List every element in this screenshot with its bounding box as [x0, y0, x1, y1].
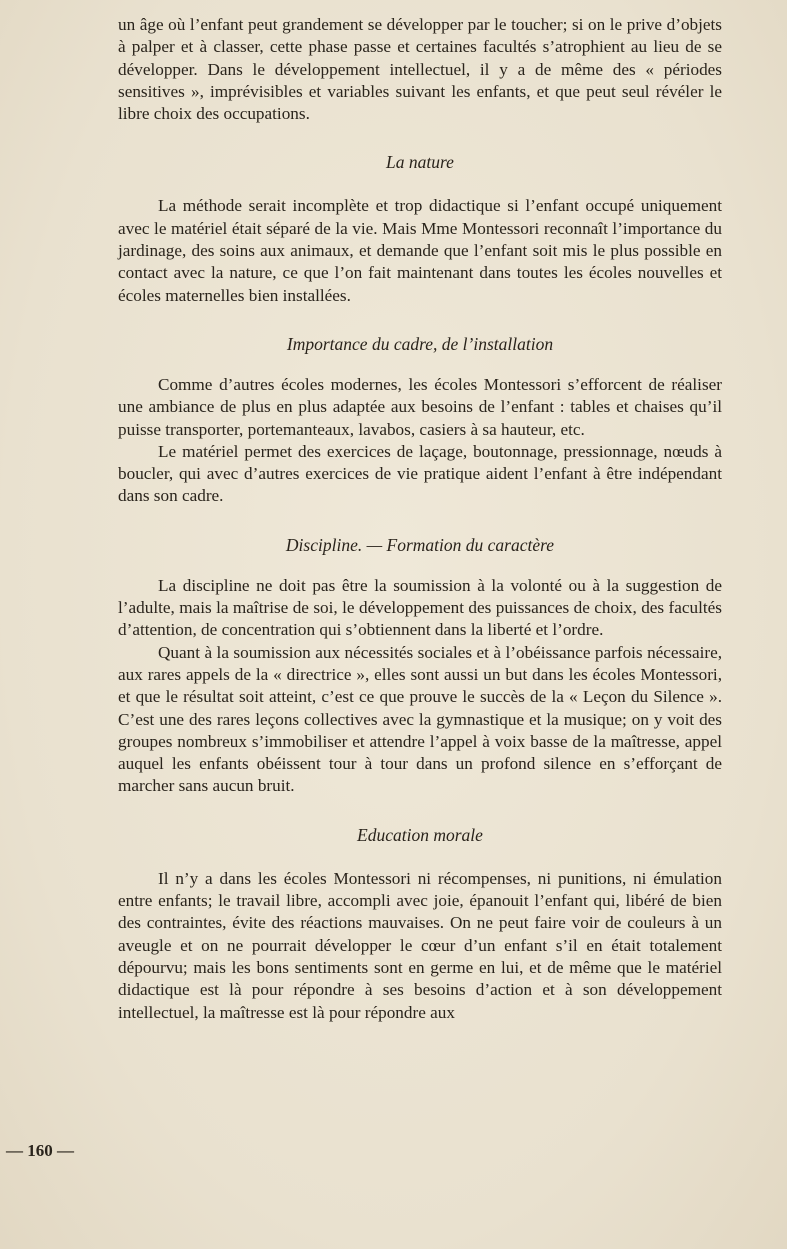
paragraph-cadre-1: Comme d’autres écoles modernes, les écoles Montessori s’efforcent de réaliser une ambiance de plus en plus adaptée aux besoins de l’enfant : tables et chaises qu’il puisse transporter, portemanteaux, lavabos, casiers à sa hauteur, etc. [118, 374, 722, 439]
page-body [118, 14, 722, 1024]
paragraph-morale: Il n’y a dans les écoles Montessori ni récompenses, ni punitions, ni émulation entre enfants; le travail libre, accompli avec joie, épanouit l’enfant qui, libéré de bien des contraintes, évite des réactions mauvaises. On ne peut faire voir de couleurs à un aveugle et on ne pourrait développer le cœur d’un enfant s’il en était totalement dépourvu; mais les bons sentiments sont en germe en lui, et de même que le matériel didactique est là pour répondre à ses besoins d’action et à son développement intellectuel, la maîtresse est là pour répondre aux [118, 868, 722, 1022]
paragraph-cadre-2: Le matériel permet des exercices de laçage, boutonnage, pressionnage, nœuds à boucler, qui avec d’autres exercices de vie pratique aident l’enfant à être indépendant dans son cadre. [118, 441, 722, 506]
section-heading-discipline: Discipline. — Formation du caractère [285, 534, 555, 555]
paragraph-nature: La méthode serait incomplète et trop didactique si l’enfant occupé uniquement avec le matériel était séparé de la vie. Mais Mme Montessori reconnaît l’importance du jardinage, des soins aux animaux, et demande que l’enfant soit mis le plus possible en contact avec la nature, ce que l’on fait maintenant dans toutes les écoles nouvelles et écoles maternelles bien installées. [118, 196, 722, 305]
section-heading-cadre: Importance du cadre, de l’installation [286, 333, 554, 354]
paragraph-discipline-2: Quant à la soumission aux nécessités sociales et à l’obéissance parfois nécessaire, aux rares appels de la « directrice », elles sont aussi un but dans les écoles Montessori, et que le résultat soit atteint, c’est ce que prouve le succès de la « Leçon du Silence ». C’est une des rares leçons collectives avec la gymnastique et la musique; on y voit des groupes nombreux s’immobiliser et attendre l’appel à voix basse de la maîtresse, appel auquel les enfants obéissent tour à tour dans un profond silence en s’efforçant de marcher sans aucun bruit. [118, 642, 722, 796]
section-heading-morale: Education morale [357, 824, 483, 845]
section-heading-nature: La nature [386, 152, 454, 173]
opening-paragraph: un âge où l’enfant peut grandement se développer par le toucher; si on le prive d’objets à palper et à classer, cette phase passe et certaines facultés s’atrophient au lieu de se développer. Dans le développement intellectuel, il y a de même des « périodes sensitives », imprévisibles et variables suivant les enfants, et que peut seul révéler le libre choix des occupations. [118, 15, 722, 124]
paragraph-discipline-1: La discipline ne doit pas être la soumission à la volonté ou à la suggestion de l’adulte, mais la maîtrise de soi, le développement des puissances de choix, des facultés d’attention, de concentration qui s’obtiennent dans la liberté et l’ordre. [118, 575, 722, 640]
page-number: — 160 — [6, 1141, 74, 1160]
